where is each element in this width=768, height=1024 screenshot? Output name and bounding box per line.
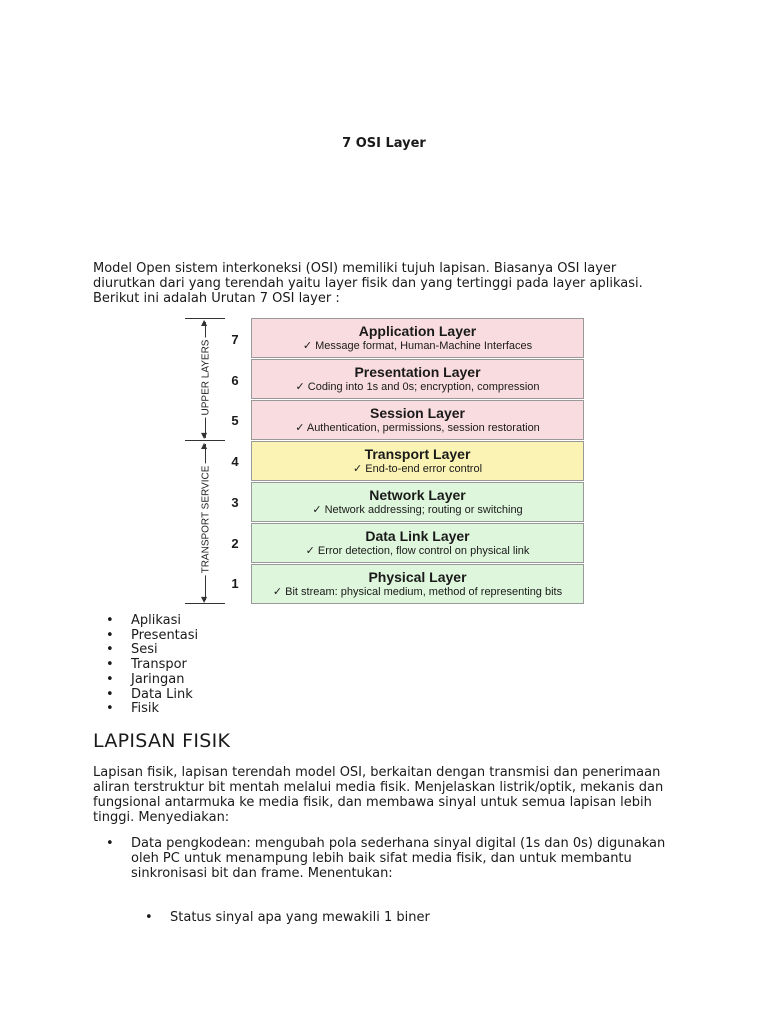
arrow-up-icon: ▲ [201,318,208,327]
layer-description: ✓ Message format, Human-Machine Interfaces [302,340,533,352]
layer-description: ✓ Bit stream: physical medium, method of representing bits [272,586,563,598]
layer-number: 4 [231,454,239,469]
session-layer-box [251,400,584,440]
layer-description: ✓ Network addressing; routing or switching [312,504,523,516]
data-link-layer-box [251,523,584,563]
intro-paragraph: Model Open sistem interkoneksi (OSI) memiliki tujuh lapisan. Biasanya OSI layer diurutkan dari yang terendah yaitu layer fisik dan yang tertinggi pada layer aplikasi. Berikut ini adalah Urutan 7 OSI layer : [93,261,643,306]
list-item: • Transpor [93,658,198,673]
list-item: • Fisik [93,702,198,717]
layer-description: ✓ Error detection, flow control on physical link [305,545,530,557]
application-layer-box [251,318,584,358]
layer-number: 5 [231,413,239,428]
list-item: • Data Link [93,688,198,703]
layer-title: Presentation Layer [354,364,481,380]
layer-number: 6 [231,373,239,388]
section-heading: LAPISAN FISIK [93,730,231,752]
layer-description: ✓ End-to-end error control [352,463,483,475]
layer-title: Network Layer [369,487,466,503]
list-item: • Presentasi [93,629,198,644]
layer-list [93,614,198,717]
network-layer-box [251,482,584,522]
list-item: • Data pengkodean: mengubah pola sederhana sinyal digital (1s dan 0s) digunakan oleh PC untuk menampung lebih baik sifat media fisik, dan untuk membantu sinkronisasi bit dan frame. Menentukan: [93,836,673,881]
transport-layer-box [251,441,584,481]
upper-layers-label: UPPER LAYERS [200,339,212,416]
layer-number: 2 [231,536,239,551]
presentation-layer-box [251,359,584,399]
list-item: • Status sinyal apa yang mewakili 1 biner [132,910,672,925]
page-title: 7 OSI Layer [342,136,426,151]
layer-title: Data Link Layer [365,528,470,544]
arrow-up-icon: ▲ [201,441,208,450]
provides-list [93,836,673,881]
determines-list [132,910,672,925]
osi-diagram [180,316,586,606]
section-paragraph: Lapisan fisik, lapisan terendah model OSI, berkaitan dengan transmisi dan penerimaan aliran terstruktur bit mentah melalui media fisik. Menjelaskan listrik/optik, mekanis dan fungsional antarmuka ke media fisik, dan membawa sinyal untuk semua lapisan lebih tinggi. Menyediakan: [93,765,664,825]
layer-number: 7 [231,332,239,347]
arrow-down-icon: ▼ [201,431,208,440]
layer-description: ✓ Coding into 1s and 0s; encryption, compression [295,381,540,393]
transport-service-label: TRANSPORT SERVICE [200,465,212,574]
arrow-down-icon: ▼ [201,595,208,604]
physical-layer-box [251,564,584,604]
list-item: • Jaringan [93,673,198,688]
layer-title: Application Layer [358,323,477,339]
layer-number: 1 [231,576,239,591]
list-item: • Aplikasi [93,614,198,629]
layer-number: 3 [231,495,239,510]
layer-title: Session Layer [370,405,465,421]
list-item: • Sesi [93,643,198,658]
layer-description: ✓ Authentication, permissions, session restoration [295,422,540,434]
layer-title: Transport Layer [364,446,471,462]
layer-title: Physical Layer [368,569,467,585]
